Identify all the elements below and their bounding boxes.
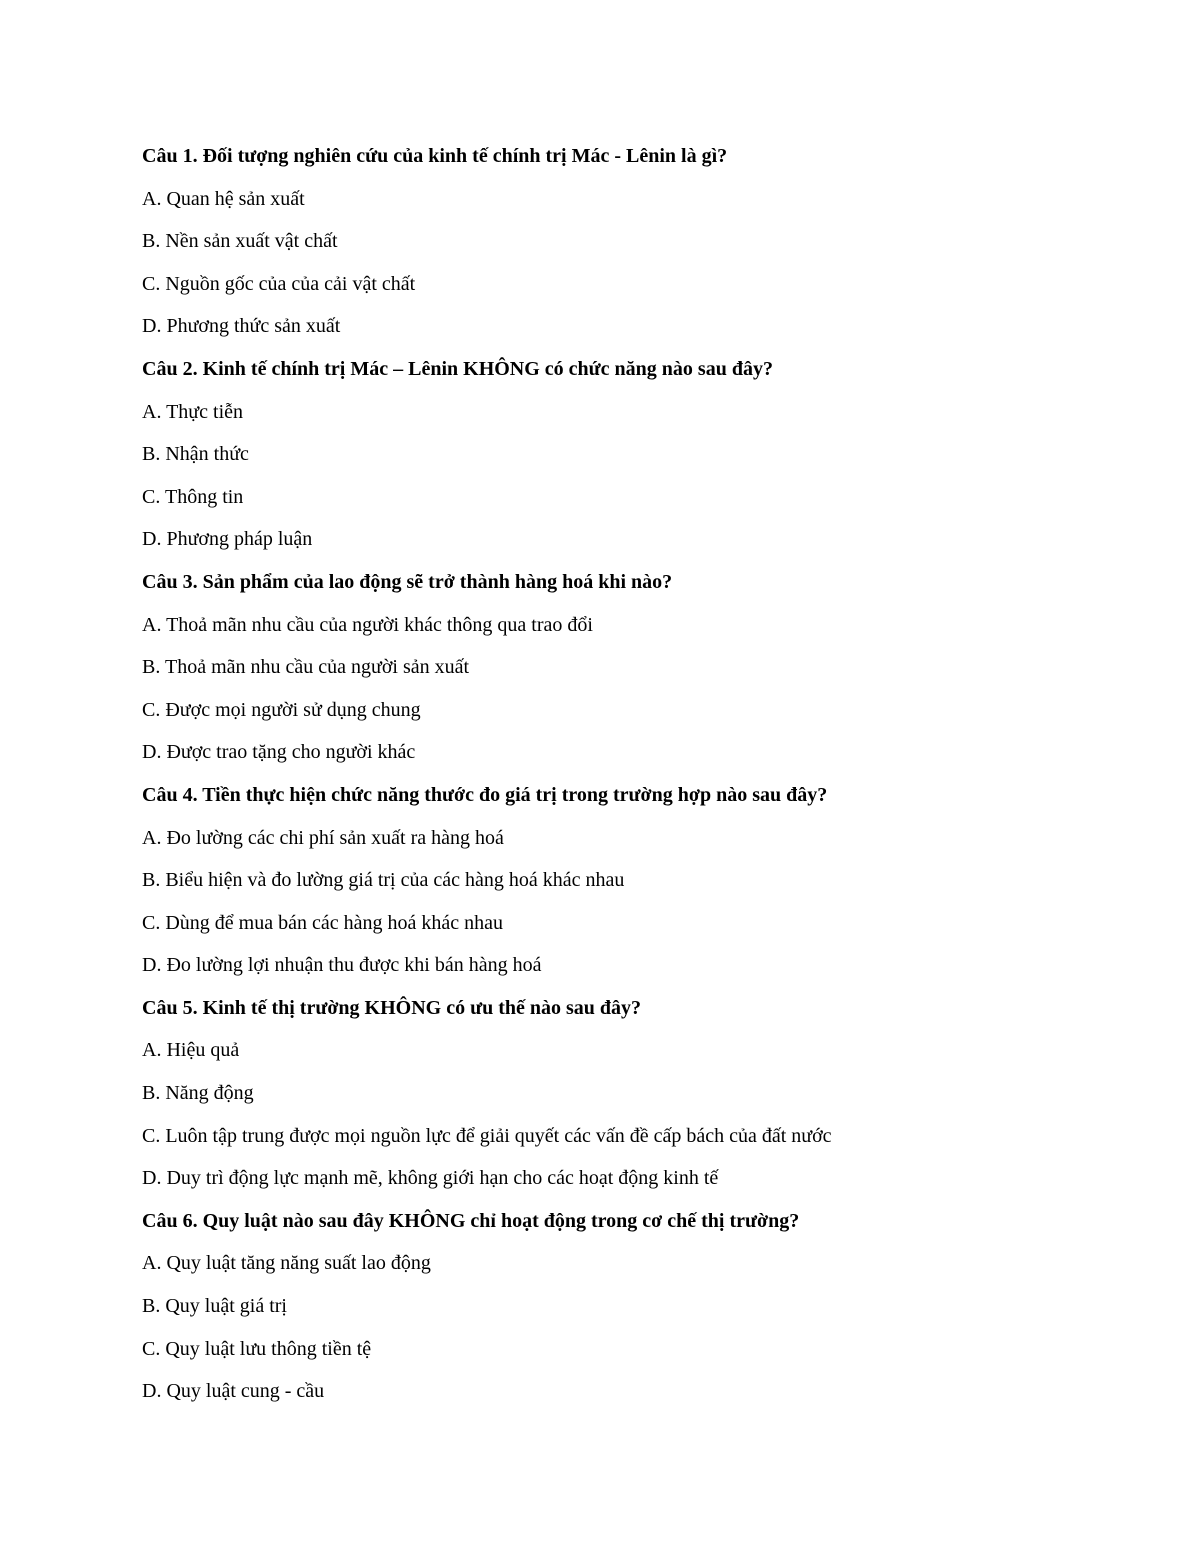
option-b: B. Biểu hiện và đo lường giá trị của các hàng hoá khác nhau xyxy=(142,869,625,892)
question-2 xyxy=(142,354,1200,567)
question-1 xyxy=(142,141,1200,354)
question-4 xyxy=(142,780,1200,993)
option-c: C. Luôn tập trung được mọi nguồn lực để giải quyết các vấn đề cấp bách của đất nước xyxy=(142,1124,832,1147)
option-a: A. Quy luật tăng năng suất lao động xyxy=(142,1252,431,1275)
question-5 xyxy=(142,993,1200,1206)
option-b: B. Quy luật giá trị xyxy=(142,1295,287,1318)
option-c: C. Quy luật lưu thông tiền tệ xyxy=(142,1337,372,1360)
option-a: A. Đo lường các chi phí sản xuất ra hàng hoá xyxy=(142,826,504,849)
question-text: Câu 5. Kinh tế thị trường KHÔNG có ưu thế nào sau đây? xyxy=(142,996,642,1019)
option-d: D. Duy trì động lực mạnh mẽ, không giới hạn cho các hoạt động kinh tế xyxy=(142,1167,719,1190)
question-3 xyxy=(142,567,1200,780)
option-a: A. Hiệu quả xyxy=(142,1039,240,1062)
question-text: Câu 3. Sản phẩm của lao động sẽ trở thành hàng hoá khi nào? xyxy=(142,570,673,593)
option-d: D. Phương pháp luận xyxy=(142,528,313,551)
option-b: B. Nền sản xuất vật chất xyxy=(142,230,338,253)
option-c: C. Được mọi người sử dụng chung xyxy=(142,698,421,721)
option-b: B. Thoả mãn nhu cầu của người sản xuất xyxy=(142,656,470,679)
option-d: D. Đo lường lợi nhuận thu được khi bán hàng hoá xyxy=(142,954,542,977)
option-c: C. Dùng để mua bán các hàng hoá khác nhau xyxy=(142,911,503,934)
option-b: B. Nhận thức xyxy=(142,443,249,466)
option-d: D. Được trao tặng cho người khác xyxy=(142,741,416,764)
question-text: Câu 4. Tiền thực hiện chức năng thước đo giá trị trong trường hợp nào sau đây? xyxy=(142,783,828,806)
question-text: Câu 2. Kinh tế chính trị Mác – Lênin KHÔNG có chức năng nào sau đây? xyxy=(142,357,773,380)
question-6 xyxy=(142,1206,1200,1419)
option-a: A. Thoả mãn nhu cầu của người khác thông qua trao đổi xyxy=(142,613,593,636)
option-a: A. Quan hệ sản xuất xyxy=(142,187,305,210)
option-d: D. Phương thức sản xuất xyxy=(142,315,341,338)
option-d: D. Quy luật cung - cầu xyxy=(142,1380,325,1403)
question-text: Câu 1. Đối tượng nghiên cứu của kinh tế chính trị Mác - Lênin là gì? xyxy=(142,145,728,167)
question-text: Câu 6. Quy luật nào sau đây KHÔNG chỉ hoạt động trong cơ chế thị trường? xyxy=(142,1209,800,1232)
option-c: C. Thông tin xyxy=(142,485,244,508)
option-a: A. Thực tiễn xyxy=(142,400,244,423)
option-b: B. Năng động xyxy=(142,1082,254,1105)
option-c: C. Nguồn gốc của của cải vật chất xyxy=(142,272,416,295)
